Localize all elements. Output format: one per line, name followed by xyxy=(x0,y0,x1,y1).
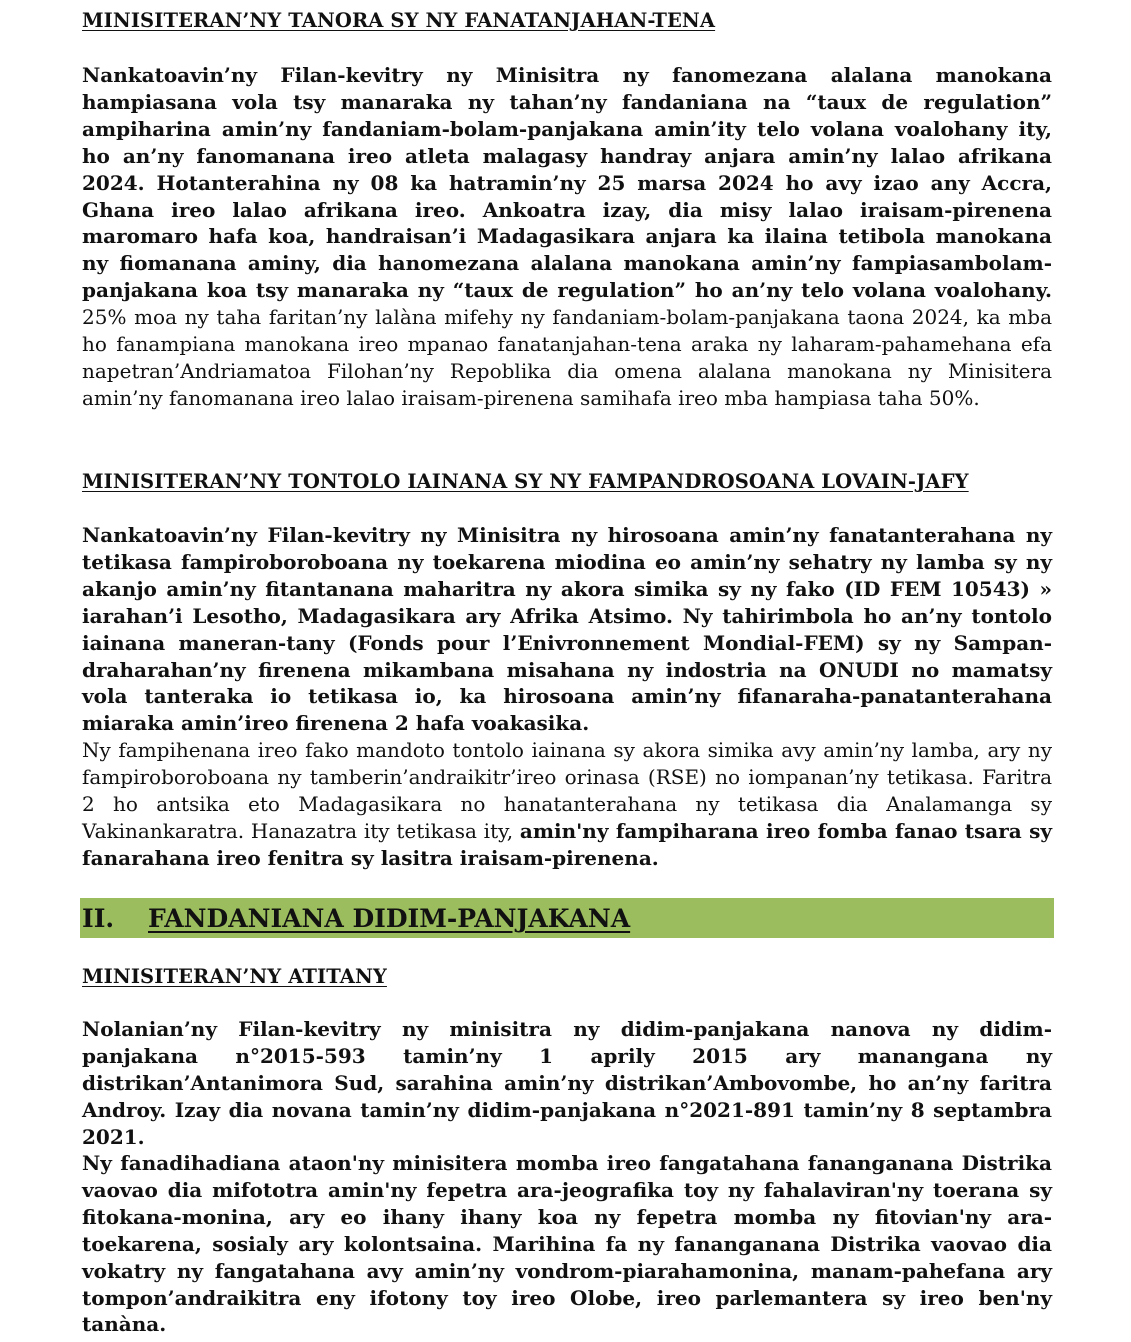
section-heading-interior: MINISITERAN’NY ATITANY xyxy=(82,965,387,988)
section-number: II. xyxy=(82,904,115,933)
paragraph-youth-sports-bold: Nankatoavin’ny Filan-kevitry ny Minisitra ny fanomezana alalana manokana hampiasana vola tsy manaraka ny tahan’ny fandaniana na “taux de regulation” ampiharina amin’ny fandaniam-bolam-panjakana amin’ity telo volana voalohany ity, ho an’ny fanomanana ireo atleta malagasy handray anjara amin’ny lalao afrikana 2024. Hotanterahina ny 08 ka hatramin’ny 25 marsa 2024 ho avy izao any Accra, Ghana ireo lalao afrikana ireo. Ankoatra izay, dia misy lalao iraisam-pirenena maromaro hafa koa, handraisan’i Madagasikara anjara ka ilaina tetibola manokana ny fiomanana aminy, dia hanomezana alalana manokana amin’ny fampiasambolam-panjakana koa tsy manaraka ny “taux de regulation” ho an’ny telo volana voalohany. xyxy=(82,63,1052,303)
paragraph-youth-sports-normal: 25% moa ny taha faritan’ny lalàna mifehy ny fandaniam-bolam-panjakana taona 2024, ka mba ho fanampiana manokana ireo mpanao fanatanjahan-tena araka ny laharam-pahamehana efa napetran’Andriamatoa Filohan’ny Repoblika dia omena alalana manokana ny Minisitera amin’ny fanomanana ireo lalao iraisam-pirenena samihafa ireo mba hampiasa taha 50%. xyxy=(82,305,1052,410)
paragraph-interior-2-text: Ny fanadihadiana ataon'ny minisitera momba ireo fangatahana fananganana Distrika vaovao dia mifototra amin'ny fepetra ara-jeografika toy ny fahalaviran'ny toerana sy fitokana-monina, ary eo ihany ihany koa ny fepetra momba ny fitovian'ny ara-toekarena, sosialy ary kolontsaina. Marihina fa ny fananganana Distrika vaovao dia vokatry ny fangatahana avy amin’ny vondrom-piarahamonina, manam-pahefana ary tompon’andraikitra eny ifotony toy ireo Olobe, ireo parlemantera sy ireo ben'ny tanàna. xyxy=(82,1151,1052,1337)
paragraph-interior-1-text: Nolanian’ny Filan-kevitry ny minisitra ny didim-panjakana nanova ny didim-panjakana n°2015-593 tamin’ny 1 aprily 2015 ary manangana ny distrikan’Antanimora Sud, sarahina amin’ny distrikan’Ambovombe, ho an’ny faritra Androy. Izay dia novana tamin’ny didim-panjakana n°2021-891 tamin’ny 8 septambra 2021. xyxy=(82,1017,1052,1149)
paragraph-environment-bold: Nankatoavin’ny Filan-kevitry ny Minisitra ny hirosoana amin’ny fanatanterahana ny tetikasa fampiroboroboana ny toekarena miodina eo amin’ny sehatry ny lamba sy ny akanjo amin’ny fitantanana maharitra ny akora simika sy ny fako (ID FEM 10543) » iarahan’i Lesotho, Madagasikara ary Afrika Atsimo. Ny tahirimbola ho an’ny tontolo iainana maneran-tany (Fonds pour l’Enivronnement Mondial-FEM) sy ny Sampan-draharahan’ny firenena mikambana misahana ny indostria na ONUDI no mamatsy vola tanteraka io tetikasa io, ka hirosoana amin’ny fifanaraha-panatanterahana miaraka amin’ireo firenena 2 hafa voakasika. xyxy=(82,523,1052,736)
section-heading-youth-sports: MINISITERAN’NY TANORA SY NY FANATANJAHAN-TENA xyxy=(82,9,716,32)
paragraph-interior-1 xyxy=(82,1016,1052,1151)
section-heading-environment: MINISITERAN’NY TONTOLO IAINANA SY NY FAMPANDROSOANA LOVAIN-JAFY xyxy=(82,470,969,493)
paragraph-environment-1 xyxy=(82,522,1052,737)
paragraph-environment-normal: Ny fampihenana ireo fako mandoto tontolo iainana sy akora simika avy amin’ny lamba, ary ny fampiroboroboana ny tamberin’andraikitr’ireo orinasa (RSE) no iompanan’ny tetikasa. Faritra 2 ho antsika eto Madagasikara no hanatanterahana ny tetikasa dia Analamanga sy Vakinankaratra. Hanazatra ity tetikasa ity, xyxy=(82,738,1052,843)
paragraph-environment-bold-tail: amin'ny fampiharana ireo fomba fanao tsara sy fanarahana ireo fenitra sy lasitra iraisam-pirenena. xyxy=(82,818,1053,870)
paragraph-youth-sports xyxy=(82,62,1052,412)
paragraph-interior-2 xyxy=(82,1150,1052,1338)
section-title: FANDANIANA DIDIM-PANJAKANA xyxy=(148,904,631,933)
section-banner-part-2 xyxy=(80,898,1054,938)
paragraph-environment-2 xyxy=(82,737,1052,872)
